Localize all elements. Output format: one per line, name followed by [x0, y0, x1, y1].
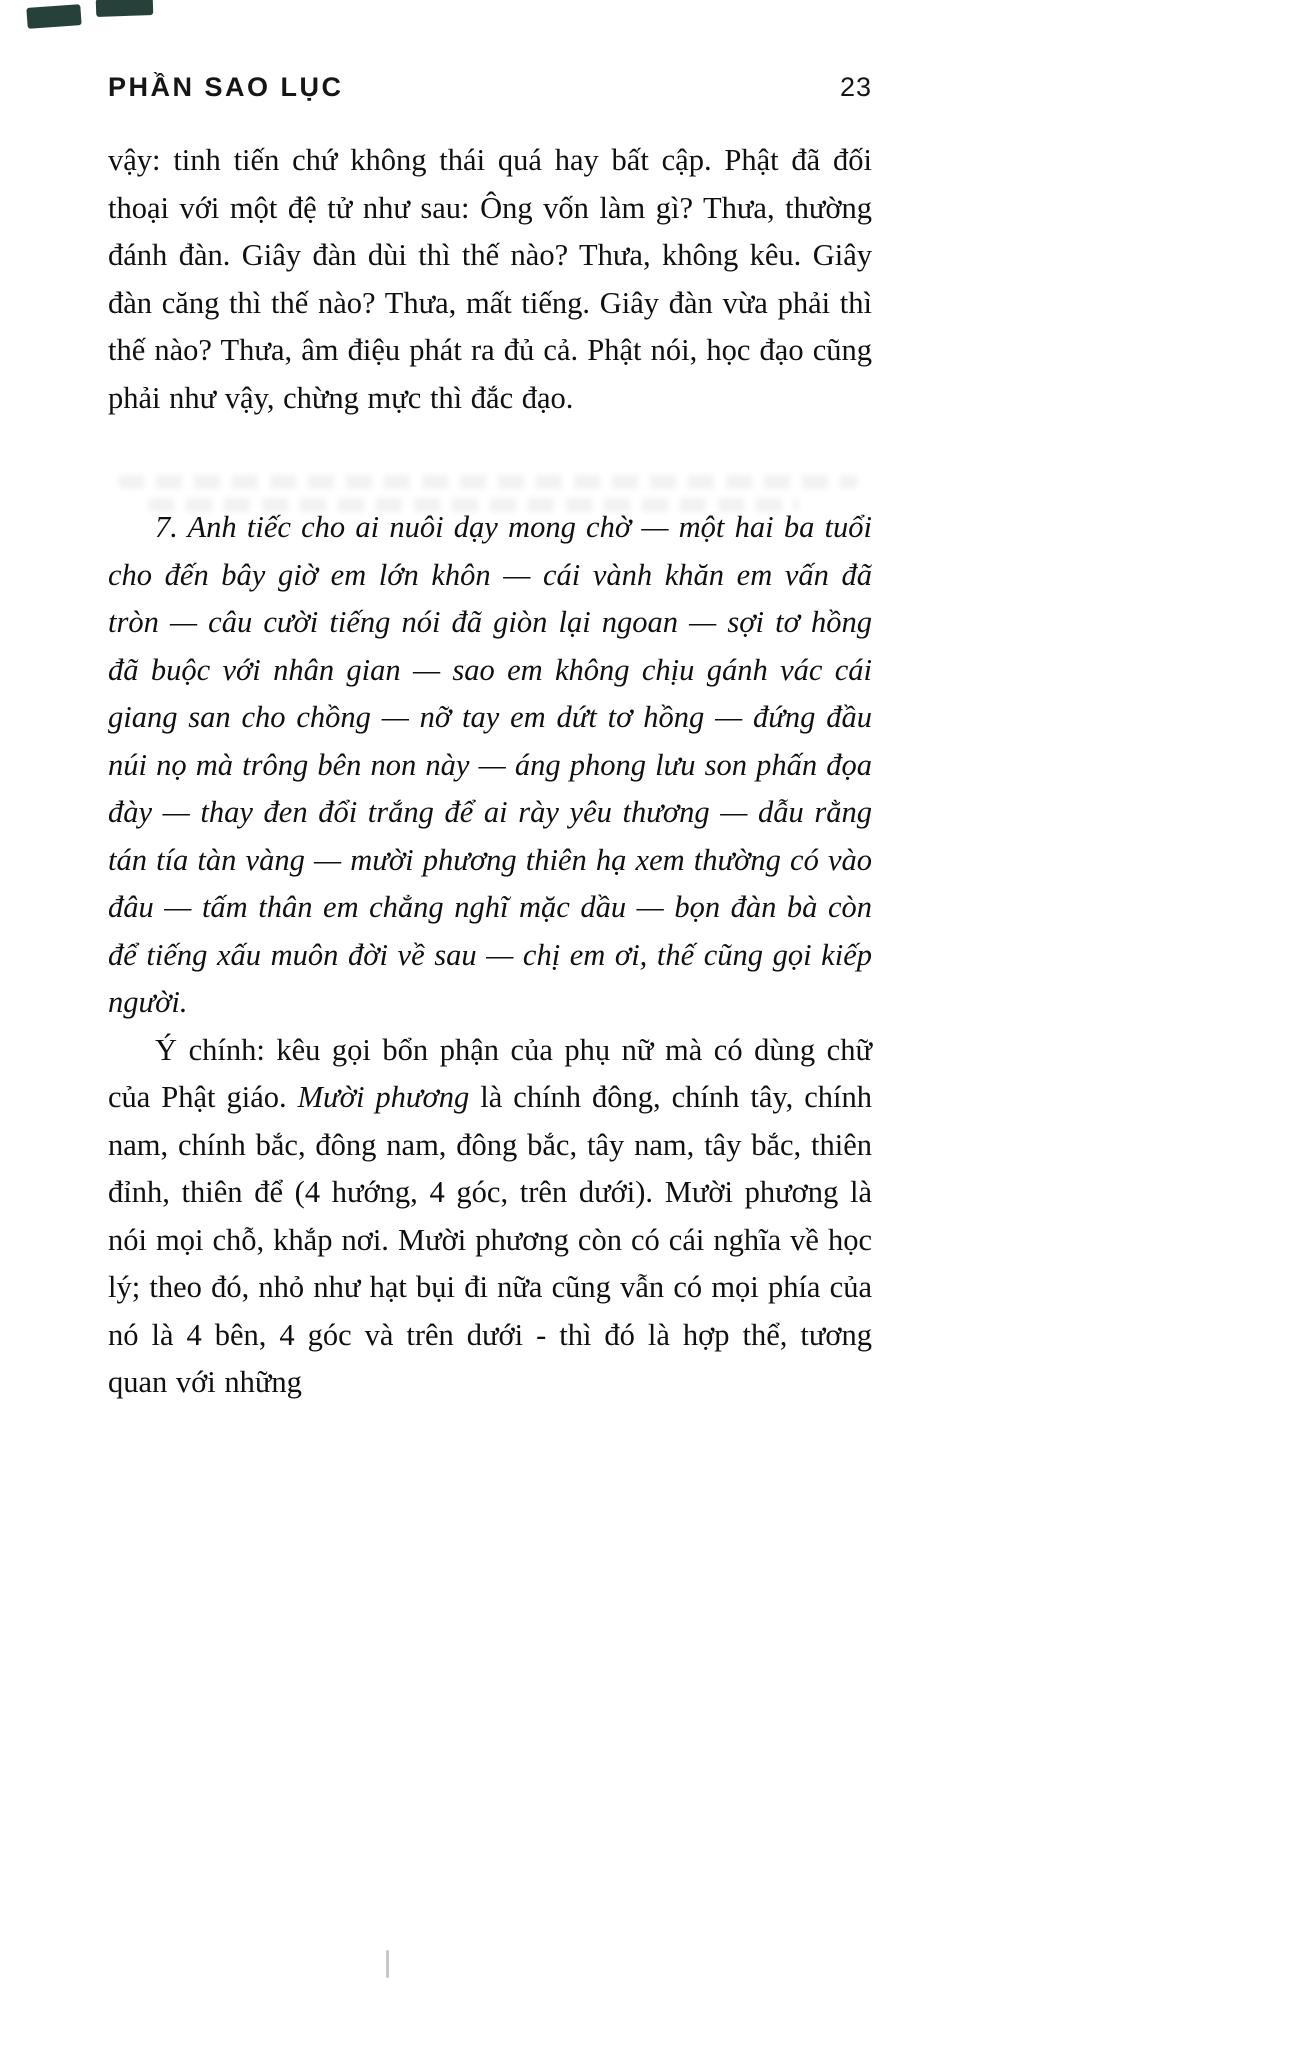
running-head-title: PHẦN SAO LỤC [108, 72, 344, 102]
paragraph: 7. Anh tiếc cho ai nuôi dạy mong chờ — một hai ba tuổi cho đến bây giờ em lớn khôn — cái vành khăn em vấn đã tròn — câu cười tiếng nói đã giòn lại ngoan — sợi tơ hồng đã buộc với nhân gian — sao em không chịu gánh vác cái giang san cho chồng — nỡ tay em dứt tơ hồng — đứng đầu núi nọ mà trông bên non này — áng phong lưu son phấn đọa đày — thay đen đổi trắng để ai rày yêu thương — dẫu rằng tán tía tàn vàng — mười phương thiên hạ xem thường có vào đâu — tấm thân em chẳng nghĩ mặc dầu — bọn đàn bà còn để tiếng xấu muôn đời về sau — chị em ơi, thế cũng gọi kiếp người. [108, 510, 872, 1019]
scan-artifact-mark [96, 0, 154, 17]
body-text [108, 137, 872, 1407]
page-number: 23 [839, 72, 872, 102]
paragraph: vậy: tinh tiến chứ không thái quá hay bất cập. Phật đã đối thoại với một đệ tử như sau: Ông vốn làm gì? Thưa, thường đánh đàn. Giây đàn dùi thì thế nào? Thưa, không kêu. Giây đàn căng thì thế nào? Thưa, mất tiếng. Giây đàn vừa phải thì thế nào? Thưa, âm điệu phát ra đủ cả. Phật nói, học đạo cũng phải như vậy, chừng mực thì đắc đạo. [108, 143, 872, 415]
scan-artifact-line [386, 1950, 389, 1978]
paragraph: Ý chính: kêu gọi bổn phận của phụ nữ mà có dùng chữ của Phật giáo. Mười phương là chính đông, chính tây, chính nam, chính bắc, đông nam, đông bắc, tây nam, tây bắc, thiên đỉnh, thiên để (4 hướng, 4 góc, trên dưới). Mười phương là nói mọi chỗ, khắp nơi. Mười phương còn có cái nghĩa về học lý; theo đó, nhỏ như hạt bụi đi nữa cũng vẫn có mọi phía của nó là 4 bên, 4 góc và trên dưới - thì đó là hợp thể, tương quan với những [108, 1032, 872, 1399]
running-head [108, 72, 872, 103]
text-column [108, 72, 872, 1407]
scan-artifact-mark [26, 4, 81, 29]
